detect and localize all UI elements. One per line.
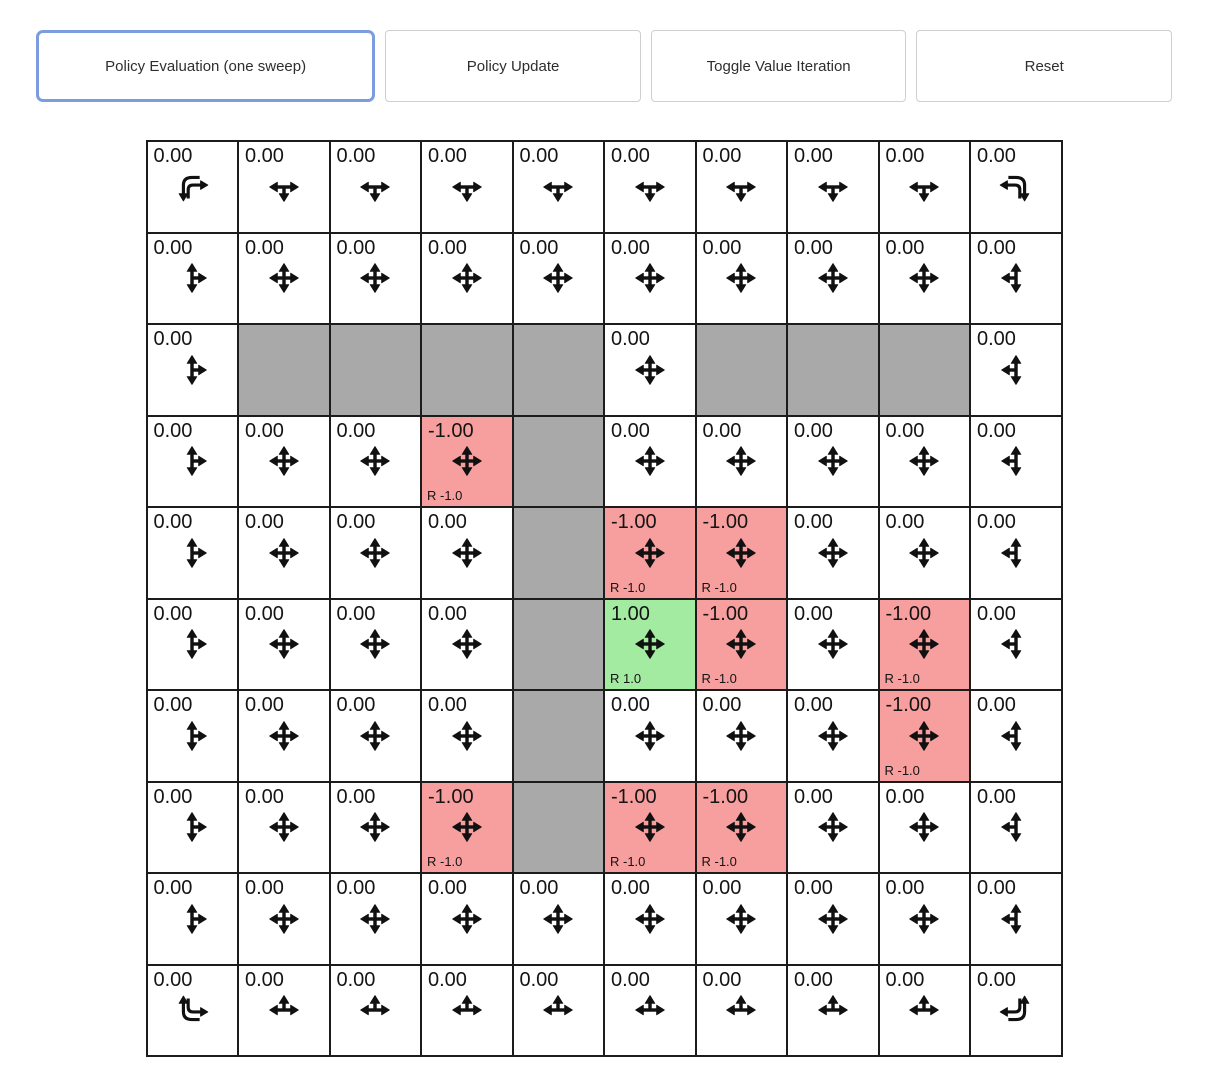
policy-arrows-icon bbox=[263, 898, 305, 940]
cell-reward-label: R -1.0 bbox=[701, 579, 737, 595]
policy-arrows-icon bbox=[446, 257, 488, 299]
grid-cell-r1-c3[interactable] bbox=[421, 233, 513, 325]
cell-reward-label: R 1.0 bbox=[610, 671, 642, 686]
grid-cell-r3-c0[interactable] bbox=[147, 416, 239, 508]
policy-arrows-icon bbox=[171, 623, 213, 665]
grid-cell-r1-c5[interactable] bbox=[604, 233, 696, 325]
cell-value: 0.00 bbox=[885, 419, 925, 442]
grid-cell-r8-c5[interactable] bbox=[604, 873, 696, 965]
cell-reward-label: R -1.0 bbox=[701, 671, 737, 686]
policy-arrows-icon bbox=[720, 715, 762, 757]
policy-arrows-icon bbox=[263, 440, 305, 482]
policy-arrows-icon bbox=[354, 806, 396, 848]
grid-cell-r4-c3[interactable] bbox=[421, 507, 513, 599]
policy-arrows-icon bbox=[263, 623, 305, 665]
grid-cell-r4-c7[interactable] bbox=[787, 507, 879, 599]
policy-arrows-icon bbox=[903, 440, 945, 482]
policy-arrows-icon bbox=[995, 349, 1037, 391]
wall-cell-r2-c3[interactable] bbox=[421, 324, 513, 416]
policy-arrows-icon bbox=[812, 806, 854, 848]
grid-cell-r8-c0[interactable] bbox=[147, 873, 239, 965]
wall-cell-r2-c2[interactable] bbox=[330, 324, 422, 416]
grid-cell-r9-c8[interactable] bbox=[879, 965, 971, 1057]
cell-value: 0.00 bbox=[885, 511, 925, 533]
policy-arrows-icon bbox=[903, 806, 945, 848]
cell-value: 0.00 bbox=[336, 602, 376, 625]
grid-cell-r0-c5[interactable] bbox=[604, 141, 696, 233]
grid-cell-r9-c6[interactable] bbox=[696, 965, 788, 1057]
cell-value: 0.00 bbox=[611, 968, 650, 991]
policy-arrows-icon bbox=[720, 898, 762, 940]
gridworld-grid bbox=[146, 140, 1063, 1057]
policy-arrows-icon bbox=[812, 166, 854, 208]
grid-cell-r7-c7[interactable] bbox=[787, 782, 879, 874]
grid-cell-r1-c7[interactable] bbox=[787, 233, 879, 325]
cell-value: -1.00 bbox=[428, 419, 474, 442]
cell-value: 0.00 bbox=[611, 419, 650, 442]
cell-value: -1.00 bbox=[885, 694, 932, 716]
cell-value: 0.00 bbox=[153, 602, 193, 625]
cell-value: 0.00 bbox=[336, 694, 376, 716]
grid-cell-r4-c5[interactable] bbox=[604, 507, 696, 599]
grid-cell-r3-c7[interactable] bbox=[787, 416, 879, 508]
grid-cell-r0-c1[interactable] bbox=[238, 141, 330, 233]
policy-arrows-icon bbox=[354, 440, 396, 482]
grid-cell-r5-c5[interactable] bbox=[604, 599, 696, 691]
cell-value: 0.00 bbox=[428, 511, 467, 533]
grid-cell-r5-c3[interactable] bbox=[421, 599, 513, 691]
cell-value: 0.00 bbox=[245, 602, 284, 625]
grid-cell-r2-c9[interactable] bbox=[970, 324, 1062, 416]
policy-arrows-icon bbox=[354, 898, 396, 940]
policy-arrows-icon bbox=[263, 257, 305, 299]
policy-arrows-icon bbox=[720, 532, 762, 574]
grid-cell-r6-c0[interactable] bbox=[147, 690, 239, 782]
grid-cell-r2-c5[interactable] bbox=[604, 324, 696, 416]
cell-value: 0.00 bbox=[428, 236, 467, 259]
policy-arrows-icon bbox=[629, 166, 671, 208]
grid-cell-r0-c4[interactable] bbox=[513, 141, 605, 233]
grid-cell-r3-c2[interactable] bbox=[330, 416, 422, 508]
policy-arrows-icon bbox=[629, 440, 671, 482]
cell-value: 0.00 bbox=[428, 602, 467, 625]
policy-arrows-icon bbox=[263, 806, 305, 848]
cell-value: 0.00 bbox=[336, 785, 376, 808]
policy-arrows-icon bbox=[263, 532, 305, 574]
policy-arrows-icon bbox=[537, 166, 579, 208]
cell-value: 0.00 bbox=[885, 145, 925, 167]
grid-cell-r3-c3[interactable] bbox=[421, 416, 513, 508]
grid-cell-r5-c1[interactable] bbox=[238, 599, 330, 691]
policy-arrows-icon bbox=[720, 440, 762, 482]
policy-arrows-icon bbox=[812, 257, 854, 299]
cell-value: 0.00 bbox=[611, 694, 650, 716]
policy-arrows-icon bbox=[903, 623, 945, 665]
grid-cell-r9-c3[interactable] bbox=[421, 965, 513, 1057]
cell-value: 0.00 bbox=[336, 419, 376, 442]
wall-cell-r3-c4[interactable] bbox=[513, 416, 605, 508]
cell-value: -1.00 bbox=[702, 602, 749, 625]
cell-reward-label: R -1.0 bbox=[701, 854, 737, 869]
policy-arrows-icon bbox=[171, 532, 213, 574]
cell-value: 0.00 bbox=[702, 968, 742, 991]
reset-button[interactable]: Reset bbox=[916, 30, 1172, 102]
cell-value: 0.00 bbox=[977, 694, 1016, 716]
grid-cell-r9-c9[interactable] bbox=[970, 965, 1062, 1057]
policy-arrows-icon bbox=[629, 715, 671, 757]
grid-cell-r5-c7[interactable] bbox=[787, 599, 879, 691]
grid-cell-r6-c9[interactable] bbox=[970, 690, 1062, 782]
grid-cell-r3-c1[interactable] bbox=[238, 416, 330, 508]
grid-cell-r7-c9[interactable] bbox=[970, 782, 1062, 874]
policy-arrows-icon bbox=[903, 257, 945, 299]
cell-value: 0.00 bbox=[245, 785, 284, 808]
cell-value: 0.00 bbox=[245, 877, 284, 899]
cell-reward-label: R -1.0 bbox=[610, 854, 646, 869]
cell-value: 0.00 bbox=[153, 145, 193, 167]
grid-cell-r0-c7[interactable] bbox=[787, 141, 879, 233]
grid-cell-r1-c9[interactable] bbox=[970, 233, 1062, 325]
grid-cell-r3-c6[interactable] bbox=[696, 416, 788, 508]
grid-cell-r9-c4[interactable] bbox=[513, 965, 605, 1057]
cell-value: 0.00 bbox=[794, 602, 833, 625]
cell-value: 0.00 bbox=[519, 968, 559, 991]
wall-cell-r7-c4[interactable] bbox=[513, 782, 605, 874]
cell-value: 0.00 bbox=[885, 785, 925, 808]
grid-cell-r9-c1[interactable] bbox=[238, 965, 330, 1057]
policy-arrows-icon bbox=[446, 989, 488, 1031]
grid-cell-r4-c8[interactable] bbox=[879, 507, 971, 599]
policy-arrows-icon bbox=[720, 257, 762, 299]
cell-value: 0.00 bbox=[153, 236, 193, 259]
policy-arrows-icon bbox=[446, 806, 488, 848]
cell-value: 0.00 bbox=[702, 419, 742, 442]
cell-value: 0.00 bbox=[794, 419, 833, 442]
cell-value: 0.00 bbox=[245, 968, 284, 991]
grid-cell-r6-c3[interactable] bbox=[421, 690, 513, 782]
grid-cell-r5-c8[interactable] bbox=[879, 599, 971, 691]
policy-arrows-icon bbox=[812, 989, 854, 1031]
grid-cell-r1-c1[interactable] bbox=[238, 233, 330, 325]
grid-cell-r7-c0[interactable] bbox=[147, 782, 239, 874]
grid-cell-r7-c3[interactable] bbox=[421, 782, 513, 874]
cell-value: 0.00 bbox=[519, 877, 559, 899]
cell-value: 0.00 bbox=[977, 419, 1016, 442]
cell-value: 0.00 bbox=[977, 785, 1016, 808]
cell-value: 0.00 bbox=[153, 419, 193, 442]
cell-value: 1.00 bbox=[611, 602, 650, 625]
policy-arrows-icon bbox=[171, 989, 213, 1031]
cell-value: 0.00 bbox=[794, 694, 833, 716]
policy-arrows-icon bbox=[720, 623, 762, 665]
policy-arrows-icon bbox=[812, 715, 854, 757]
policy-arrows-icon bbox=[903, 989, 945, 1031]
cell-reward-label: R -1.0 bbox=[884, 671, 920, 686]
policy-arrows-icon bbox=[354, 532, 396, 574]
wall-cell-r6-c4[interactable] bbox=[513, 690, 605, 782]
grid-cell-r8-c7[interactable] bbox=[787, 873, 879, 965]
grid-cell-r4-c6[interactable] bbox=[696, 507, 788, 599]
wall-cell-r2-c7[interactable] bbox=[787, 324, 879, 416]
cell-value: 0.00 bbox=[977, 511, 1016, 533]
cell-value: 0.00 bbox=[428, 877, 467, 899]
cell-value: 0.00 bbox=[153, 328, 193, 350]
grid-cell-r6-c5[interactable] bbox=[604, 690, 696, 782]
policy-arrows-icon bbox=[629, 989, 671, 1031]
cell-reward-label: R -1.0 bbox=[610, 579, 646, 595]
policy-arrows-icon bbox=[995, 166, 1037, 208]
policy-arrows-icon bbox=[446, 898, 488, 940]
cell-value: 0.00 bbox=[885, 877, 925, 899]
policy-arrows-icon bbox=[537, 257, 579, 299]
cell-value: 0.00 bbox=[519, 236, 559, 259]
policy-arrows-icon bbox=[354, 623, 396, 665]
cell-value: 0.00 bbox=[153, 968, 193, 991]
cell-value: 0.00 bbox=[153, 785, 193, 808]
policy-arrows-icon bbox=[629, 349, 671, 391]
cell-value: 0.00 bbox=[977, 145, 1016, 167]
grid-cell-r3-c9[interactable] bbox=[970, 416, 1062, 508]
grid-cell-r6-c2[interactable] bbox=[330, 690, 422, 782]
grid-cell-r6-c8[interactable] bbox=[879, 690, 971, 782]
wall-cell-r5-c4[interactable] bbox=[513, 599, 605, 691]
cell-reward-label: R -1.0 bbox=[884, 762, 920, 778]
grid-cell-r9-c7[interactable] bbox=[787, 965, 879, 1057]
cell-value: 0.00 bbox=[977, 328, 1016, 350]
policy-arrows-icon bbox=[171, 166, 213, 208]
cell-value: 0.00 bbox=[428, 694, 467, 716]
grid-cell-r8-c1[interactable] bbox=[238, 873, 330, 965]
policy-arrows-icon bbox=[812, 898, 854, 940]
cell-value: 0.00 bbox=[336, 511, 376, 533]
policy-arrows-icon bbox=[171, 898, 213, 940]
grid-cell-r8-c4[interactable] bbox=[513, 873, 605, 965]
cell-value: 0.00 bbox=[153, 694, 193, 716]
grid-cell-r8-c2[interactable] bbox=[330, 873, 422, 965]
grid-cell-r0-c6[interactable] bbox=[696, 141, 788, 233]
grid-cell-r0-c2[interactable] bbox=[330, 141, 422, 233]
policy-arrows-icon bbox=[171, 440, 213, 482]
grid-cell-r4-c1[interactable] bbox=[238, 507, 330, 599]
grid-cell-r7-c5[interactable] bbox=[604, 782, 696, 874]
cell-value: 0.00 bbox=[977, 877, 1016, 899]
cell-value: 0.00 bbox=[977, 602, 1016, 625]
policy-update-button[interactable]: Policy Update bbox=[385, 30, 641, 102]
policy-arrows-icon bbox=[720, 989, 762, 1031]
cell-value: 0.00 bbox=[702, 694, 742, 716]
grid-cell-r8-c3[interactable] bbox=[421, 873, 513, 965]
policy-arrows-icon bbox=[446, 715, 488, 757]
grid-cell-r0-c9[interactable] bbox=[970, 141, 1062, 233]
cell-value: 0.00 bbox=[611, 236, 650, 259]
grid-cell-r5-c0[interactable] bbox=[147, 599, 239, 691]
grid-cell-r1-c4[interactable] bbox=[513, 233, 605, 325]
cell-value: 0.00 bbox=[611, 877, 650, 899]
toolbar bbox=[0, 0, 1208, 102]
policy-arrows-icon bbox=[720, 806, 762, 848]
policy-arrows-icon bbox=[995, 898, 1037, 940]
grid-cell-r9-c5[interactable] bbox=[604, 965, 696, 1057]
cell-value: 0.00 bbox=[336, 145, 376, 167]
toggle-value-iteration-button[interactable]: Toggle Value Iteration bbox=[651, 30, 907, 102]
grid-cell-r7-c6[interactable] bbox=[696, 782, 788, 874]
grid-cell-r9-c2[interactable] bbox=[330, 965, 422, 1057]
cell-reward-label: R -1.0 bbox=[427, 488, 463, 503]
policy-arrows-icon bbox=[537, 898, 579, 940]
policy-arrows-icon bbox=[354, 989, 396, 1031]
policy-arrows-icon bbox=[446, 166, 488, 208]
policy-arrows-icon bbox=[629, 257, 671, 299]
policy-arrows-icon bbox=[995, 440, 1037, 482]
policy-arrows-icon bbox=[995, 532, 1037, 574]
policy-arrows-icon bbox=[812, 623, 854, 665]
policy-arrows-icon bbox=[995, 623, 1037, 665]
cell-value: 0.00 bbox=[702, 236, 742, 259]
policy-arrows-icon bbox=[446, 623, 488, 665]
cell-value: 0.00 bbox=[977, 968, 1016, 991]
policy-arrows-icon bbox=[263, 715, 305, 757]
grid-cell-r2-c0[interactable] bbox=[147, 324, 239, 416]
policy-arrows-icon bbox=[171, 806, 213, 848]
grid-cell-r6-c7[interactable] bbox=[787, 690, 879, 782]
cell-value: 0.00 bbox=[245, 236, 284, 259]
cell-value: 0.00 bbox=[153, 511, 193, 533]
cell-value: 0.00 bbox=[794, 785, 833, 808]
cell-reward-label: R -1.0 bbox=[427, 854, 463, 869]
grid-cell-r8-c9[interactable] bbox=[970, 873, 1062, 965]
policy-arrows-icon bbox=[171, 349, 213, 391]
wall-cell-r2-c8[interactable] bbox=[879, 324, 971, 416]
grid-cell-r4-c0[interactable] bbox=[147, 507, 239, 599]
policy-arrows-icon bbox=[354, 715, 396, 757]
grid-cell-r1-c8[interactable] bbox=[879, 233, 971, 325]
cell-value: 0.00 bbox=[794, 236, 833, 259]
grid-cell-r6-c6[interactable] bbox=[696, 690, 788, 782]
grid-cell-r1-c2[interactable] bbox=[330, 233, 422, 325]
cell-value: -1.00 bbox=[702, 511, 749, 533]
cell-value: -1.00 bbox=[611, 511, 657, 533]
wall-cell-r2-c1[interactable] bbox=[238, 324, 330, 416]
policy-arrows-icon bbox=[537, 989, 579, 1031]
policy-arrows-icon bbox=[903, 898, 945, 940]
cell-value: 0.00 bbox=[336, 968, 376, 991]
policy-arrows-icon bbox=[903, 715, 945, 757]
policy-arrows-icon bbox=[629, 532, 671, 574]
cell-value: 0.00 bbox=[977, 236, 1016, 259]
policy-arrows-icon bbox=[171, 715, 213, 757]
grid-cell-r6-c1[interactable] bbox=[238, 690, 330, 782]
policy-arrows-icon bbox=[995, 715, 1037, 757]
policy-arrows-icon bbox=[446, 532, 488, 574]
cell-value: 0.00 bbox=[245, 694, 284, 716]
policy-arrows-icon bbox=[354, 166, 396, 208]
grid-cell-r7-c2[interactable] bbox=[330, 782, 422, 874]
cell-value: -1.00 bbox=[428, 785, 474, 808]
cell-value: 0.00 bbox=[245, 419, 284, 442]
policy-arrows-icon bbox=[354, 257, 396, 299]
policy-arrows-icon bbox=[629, 898, 671, 940]
cell-value: 0.00 bbox=[702, 877, 742, 899]
grid-cell-r5-c6[interactable] bbox=[696, 599, 788, 691]
grid-cell-r4-c9[interactable] bbox=[970, 507, 1062, 599]
cell-value: -1.00 bbox=[611, 785, 657, 808]
cell-value: 0.00 bbox=[519, 145, 559, 167]
policy-arrows-icon bbox=[812, 440, 854, 482]
grid-cell-r8-c6[interactable] bbox=[696, 873, 788, 965]
grid-cell-r3-c5[interactable] bbox=[604, 416, 696, 508]
grid-cell-r7-c1[interactable] bbox=[238, 782, 330, 874]
policy-arrows-icon bbox=[903, 532, 945, 574]
policy-arrows-icon bbox=[263, 166, 305, 208]
policy-arrows-icon bbox=[903, 166, 945, 208]
wall-cell-r4-c4[interactable] bbox=[513, 507, 605, 599]
cell-value: 0.00 bbox=[245, 145, 284, 167]
cell-value: 0.00 bbox=[245, 511, 284, 533]
cell-value: 0.00 bbox=[885, 236, 925, 259]
grid-cell-r3-c8[interactable] bbox=[879, 416, 971, 508]
policy-arrows-icon bbox=[446, 440, 488, 482]
cell-value: 0.00 bbox=[611, 328, 650, 350]
cell-value: 0.00 bbox=[153, 877, 193, 899]
cell-value: 0.00 bbox=[336, 236, 376, 259]
grid-cell-r1-c0[interactable] bbox=[147, 233, 239, 325]
policy-arrows-icon bbox=[720, 166, 762, 208]
policy-arrows-icon bbox=[263, 989, 305, 1031]
cell-value: 0.00 bbox=[794, 877, 833, 899]
wall-cell-r2-c4[interactable] bbox=[513, 324, 605, 416]
policy-arrows-icon bbox=[995, 257, 1037, 299]
cell-value: -1.00 bbox=[885, 602, 932, 625]
grid-cell-r0-c3[interactable] bbox=[421, 141, 513, 233]
policy-arrows-icon bbox=[629, 806, 671, 848]
cell-value: 0.00 bbox=[885, 968, 925, 991]
grid-cell-r5-c2[interactable] bbox=[330, 599, 422, 691]
grid-cell-r1-c6[interactable] bbox=[696, 233, 788, 325]
policy-arrows-icon bbox=[995, 806, 1037, 848]
grid-cell-r0-c0[interactable] bbox=[147, 141, 239, 233]
cell-value: 0.00 bbox=[428, 968, 467, 991]
cell-value: -1.00 bbox=[702, 785, 749, 808]
cell-value: 0.00 bbox=[702, 145, 742, 167]
grid-cell-r9-c0[interactable] bbox=[147, 965, 239, 1057]
policy-arrows-icon bbox=[171, 257, 213, 299]
grid-cell-r5-c9[interactable] bbox=[970, 599, 1062, 691]
cell-value: 0.00 bbox=[794, 968, 833, 991]
cell-value: 0.00 bbox=[611, 145, 650, 167]
grid-cell-r7-c8[interactable] bbox=[879, 782, 971, 874]
cell-value: 0.00 bbox=[794, 511, 833, 533]
policy-arrows-icon bbox=[812, 532, 854, 574]
grid-cell-r4-c2[interactable] bbox=[330, 507, 422, 599]
policy-arrows-icon bbox=[629, 623, 671, 665]
wall-cell-r2-c6[interactable] bbox=[696, 324, 788, 416]
cell-value: 0.00 bbox=[794, 145, 833, 167]
policy-evaluation-button[interactable]: Policy Evaluation (one sweep) bbox=[36, 30, 375, 102]
grid-cell-r0-c8[interactable] bbox=[879, 141, 971, 233]
policy-arrows-icon bbox=[995, 989, 1037, 1031]
cell-value: 0.00 bbox=[336, 877, 376, 899]
grid-cell-r8-c8[interactable] bbox=[879, 873, 971, 965]
cell-value: 0.00 bbox=[428, 145, 467, 167]
